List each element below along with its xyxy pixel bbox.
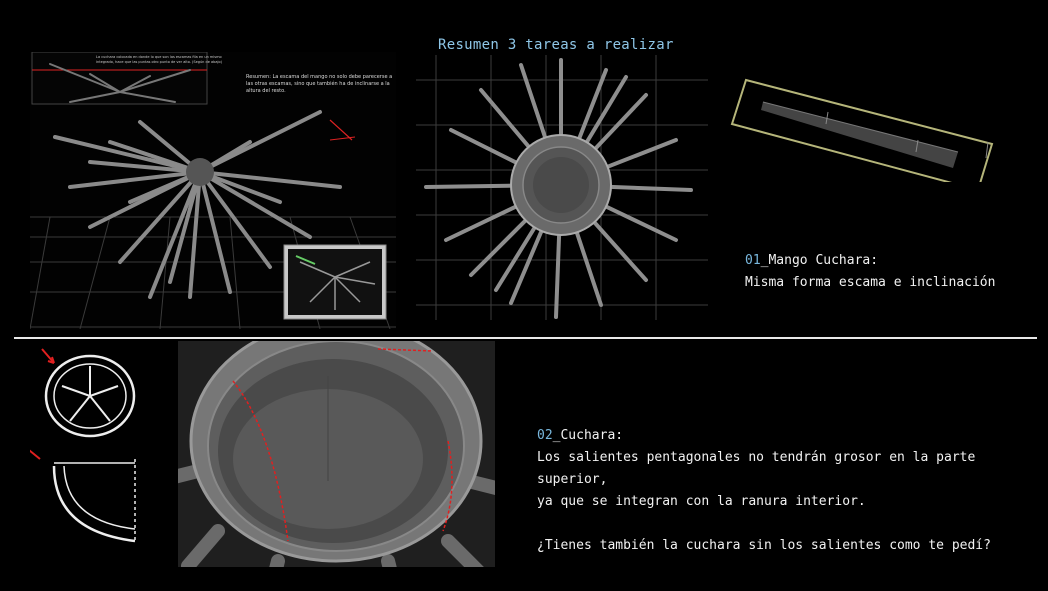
task-01 xyxy=(745,250,995,294)
task-02-heading xyxy=(537,425,1048,447)
handle-render xyxy=(728,72,1010,182)
perspective-viewport xyxy=(30,52,396,329)
task-01-heading xyxy=(745,250,995,272)
sketch-area xyxy=(30,341,160,566)
task-01-number: 01 xyxy=(745,253,761,268)
bowl-render xyxy=(178,341,495,567)
task-02 xyxy=(537,425,1048,557)
task-02-number: 02 xyxy=(537,428,553,443)
summary-note: Resumen: La escama del mango no solo debe parecerse a las otras escamas, sino que también ha de inclinarse a la altura del resto. xyxy=(246,74,393,94)
handle-viewport xyxy=(728,72,1010,182)
task-02-line-2: ya que se integran con la ranura interior. xyxy=(537,494,866,509)
bowl-closeup-viewport xyxy=(178,341,495,567)
task-02-title: _Cuchara: xyxy=(552,428,624,443)
task-01-description: Misma forma escama e inclinación xyxy=(745,275,996,290)
hand-sketches xyxy=(30,341,160,566)
inset-note: La cuchara colocada en donde lo que son las escamas fila en un mismo integrado, hace que las puntas otro punto de ver alto. (Según de abajo) xyxy=(96,55,222,64)
top-viewport xyxy=(416,55,708,320)
task-02-line-1: Los salientes pentagonales no tendrán grosor en la parte superior, xyxy=(537,450,976,487)
slide-title: Resumen 3 tareas a realizar xyxy=(438,37,674,53)
task-02-question: ¿Tienes también la cuchara sin los salientes como te pedí? xyxy=(537,538,991,553)
task-01-title: _Mango Cuchara: xyxy=(760,253,879,268)
top-view-render xyxy=(416,55,708,320)
section-divider xyxy=(14,337,1037,339)
spacer xyxy=(537,513,1048,535)
